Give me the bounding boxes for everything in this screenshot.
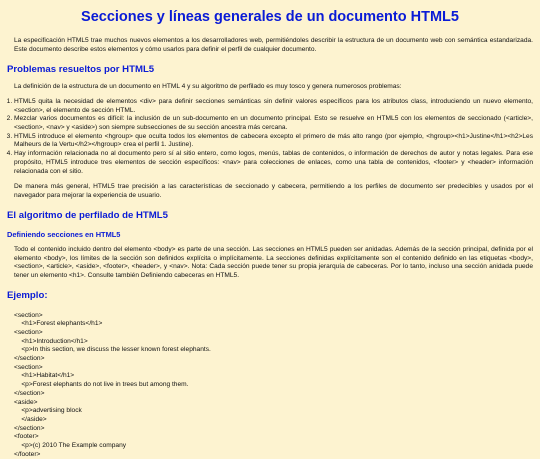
code-line: </section> (14, 355, 45, 363)
page-title: Secciones y líneas generales de un documento HTML5 (81, 9, 459, 25)
code-line: </section> (14, 389, 45, 397)
problems-lead-paragraph: La definición de la estructura de un documento en HTML 4 y su algoritmo de perfilado es muy tosco y genera numerosos problemas: (14, 83, 402, 91)
code-example (14, 312, 533, 459)
list-item: 3. HTML5 introduce el elemento <hgroup> que oculta todos los elementos de cabecera excepto el primero de más alto rango (por ejemplo, <hgroup><h1>Justine</h1><h2>Les Malheurs de la Vertu</h2></hgroup> crea el perfil 1. Justine). (14, 133, 533, 150)
code-line: </footer> (14, 450, 41, 458)
code-line: <p>(c) 2010 The Example company (14, 442, 127, 450)
list-item: 4. Hay información relacionada no al documento pero sí al sitio entero, como logos, menús, tablas de contenidos, o información de derechos de autor y notas legales. Para ese propósito, HTML5 introduce tres elementos de sección específicos: <nav> para colecciones de enlaces, como una tabla de contenidos, <footer> y <header> información relacionada con el sitio. (14, 150, 533, 176)
code-line: <h1>Forest elephants</h1> (14, 320, 103, 328)
code-line: </section> (14, 424, 45, 432)
code-line: <h1>Introduction</h1> (14, 337, 88, 345)
list-item: 1. HTML5 quita la necesidad de elementos <div> para definir secciones semánticas sin definir valores específicos para los atributos class, introduciendo un nuevo elemento, <section>, el elemento de sección HTML. (14, 98, 533, 115)
code-line: <section> (14, 363, 43, 371)
code-line: <section> (14, 311, 43, 319)
code-line: <aside> (14, 398, 38, 406)
code-line: </aside> (14, 415, 47, 423)
code-line: <footer> (14, 433, 39, 441)
code-line: <p>advertising block (14, 407, 82, 415)
code-line: <h1>Habitat</h1> (14, 372, 75, 380)
code-line: <p>In this section, we discuss the lesser known forest elephants. (14, 346, 211, 354)
section-heading-problems: Problemas resueltos por HTML5 (7, 63, 155, 75)
code-line: <p>Forest elephants do not live in trees but among them. (14, 381, 189, 389)
defining-sections-paragraph: Todo el contenido incluido dentro del elemento <body> es parte de una sección. Las secciones en HTML5 pueden ser anidadas. Además de la sección principal, definida por el elemento <body>, los límites de la sección son definidos explícita o implícitamente. La secciones definidas explícitamente son el contenido definido en las etiquetas <body>, <section>, <article>, <aside>, <footer>, <header>, y <nav>. Nota: Cada sección puede tener su propia jerarquía de cabeceras. Por lo tanto, incluso una sección anidada puede tener un elemento <h1>. Consulte también Definiendo cabeceras en HTML5. (14, 246, 533, 280)
list-item: 2. Mezclar varios documentos es difícil: la inclusión de un sub-documento en un documento principal. Esto se resuelve en HTML5 con los elementos de seccionado (<article>, <section>, <nav> y <aside>) son siempre subsecciones de su sección ancestra más cercana. (14, 115, 533, 132)
code-line: <section> (14, 328, 43, 336)
intro-paragraph: La especificación HTML5 trae muchos nuevos elementos a los desarrolladores web, permitiéndoles describir la estructura de un documento web con semántica estandarizada. Este documento describe estos elementos y cómo usarlos para definir el perfil de cualquier documento. (14, 37, 533, 53)
problems-closing-paragraph: De manera más general, HTML5 trae precisión a las características de seccionado y cabecera, permitiendo a los perfiles de documento ser predecibles y usados por el navegador para mejorar la experiencia de usuario. (14, 183, 533, 199)
subsection-heading-defining-sections: Definiendo secciones en HTML5 (7, 230, 121, 240)
problems-list (7, 98, 533, 176)
section-heading-example: Ejemplo: (7, 289, 48, 301)
section-heading-algorithm: El algoritmo de perfilado de HTML5 (7, 209, 168, 221)
